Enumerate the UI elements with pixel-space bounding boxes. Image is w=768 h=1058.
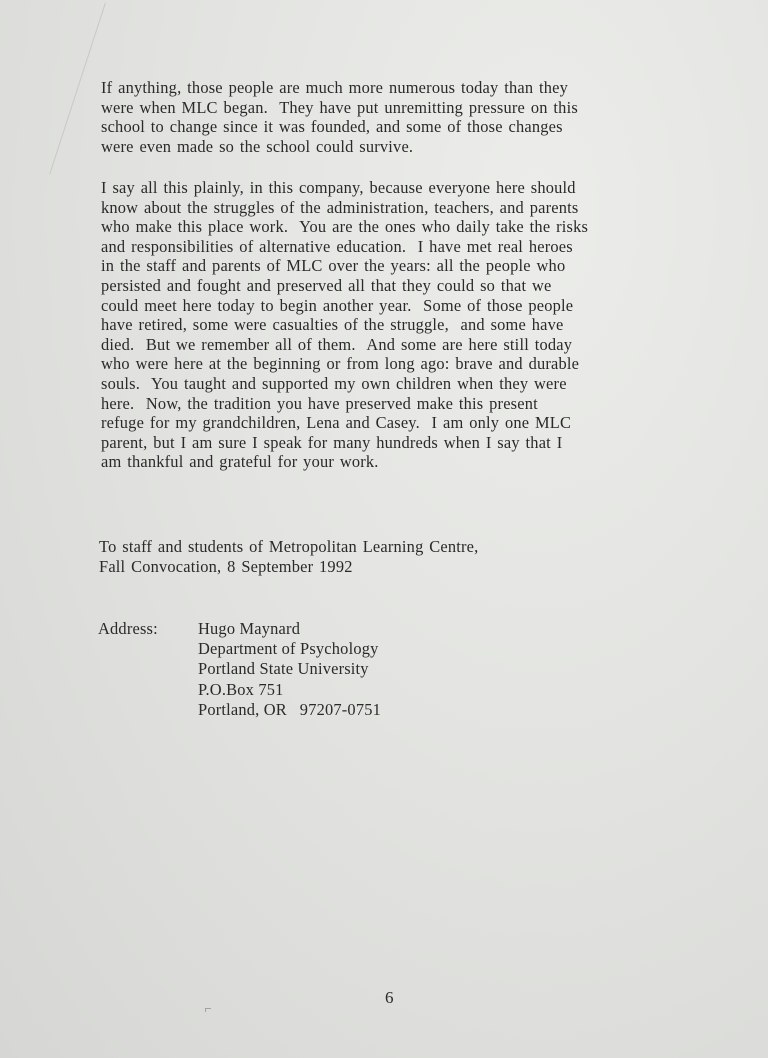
address-line: Portland, OR 97207-0751 — [198, 699, 382, 719]
address-lines — [198, 619, 498, 720]
paragraph-line: refuge for my grandchildren, Lena and Casey. I am only one MLC — [101, 413, 572, 433]
paragraph-2 — [101, 178, 691, 472]
paragraph-line: died. But we remember all of them. And some are here still today — [101, 334, 573, 354]
paragraph-line: am thankful and grateful for your work. — [101, 452, 379, 472]
address-line: Hugo Maynard — [198, 619, 301, 638]
closing-line: To staff and students of Metropolitan Learning Centre, — [99, 537, 479, 556]
page-number: 6 — [385, 988, 394, 1007]
closing-dedication — [99, 537, 689, 576]
address-line: Portland State University — [198, 659, 369, 679]
paragraph-line: were even made so the school could survive. — [101, 136, 414, 156]
paragraph-line: school to change since it was founded, and some of those changes — [101, 117, 563, 137]
paragraph-line: were when MLC began. They have put unremitting pressure on this — [101, 97, 578, 117]
paper-speck — [205, 1008, 211, 1012]
paragraph-line: persisted and fought and preserved all that they could so that we — [101, 275, 552, 295]
paragraph-line: have retired, some were casualties of the struggle, and some have — [101, 315, 564, 335]
paragraph-line: who make this place work. You are the ones who daily take the risks — [101, 217, 589, 237]
paragraph-line: could meet here today to begin another year. Some of those people — [101, 295, 574, 315]
paragraph-line: know about the struggles of the administration, teachers, and parents — [101, 197, 579, 217]
closing-line: Fall Convocation, 8 September 1992 — [99, 556, 353, 576]
paragraph-line: I say all this plainly, in this company, because everyone here should — [101, 178, 576, 197]
underlying-sheet-edge — [0, 0, 106, 174]
address-line: P.O.Box 751 — [198, 679, 284, 699]
paragraph-line: and responsibilities of alternative education. I have met real heroes — [101, 236, 573, 256]
address-line: Department of Psychology — [198, 639, 379, 659]
paragraph-line: parent, but I am sure I speak for many hundreds when I say that I — [101, 432, 563, 452]
paragraph-line: If anything, those people are much more numerous today than they — [101, 78, 569, 97]
paragraph-line: here. Now, the tradition you have preserved make this present — [101, 393, 538, 413]
paragraph-line: in the staff and parents of MLC over the years: all the people who — [101, 256, 566, 276]
paragraph-line: who were here at the beginning or from long ago: brave and durable — [101, 354, 580, 374]
address-label: Address: — [98, 619, 158, 638]
paragraph-line: souls. You taught and supported my own children when they were — [101, 373, 567, 393]
paragraph-1 — [101, 78, 691, 156]
